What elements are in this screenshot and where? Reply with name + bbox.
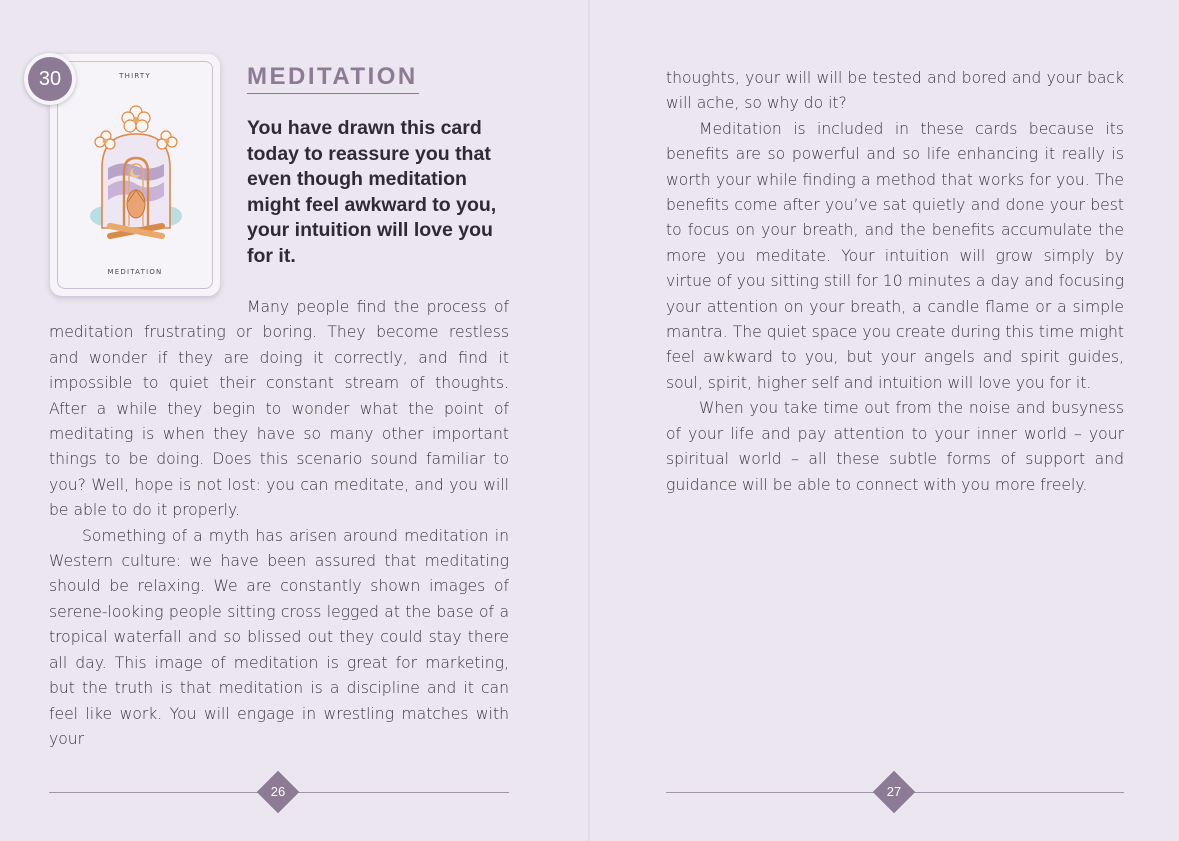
oracle-card xyxy=(50,54,220,296)
lead-paragraph: You have drawn this card today to reassure you that even though meditation might feel awkward to you, your intuition will love you for it. xyxy=(247,117,497,267)
card-border xyxy=(57,61,213,289)
body-paragraph: Something of a myth has arisen around meditation in Western culture: we have been assured that meditating should be relaxing. We are constantly shown images of serene-looking people sitting cross legged at the base of a tropical waterfall and so blissed out they could stay there all day. This image of meditation is great for marketing, but the truth is that meditation is a discipline and it can feel like work. You will engage in wrestling matches with your xyxy=(49,526,509,748)
body-paragraph: thoughts, your will will be tested and bored and your back will ache, so why do it? xyxy=(666,69,1124,113)
book-gutter xyxy=(588,0,590,841)
meditation-illustration xyxy=(88,98,184,258)
right-body-text xyxy=(666,66,1124,498)
page-number-left: 26 xyxy=(270,784,286,799)
card-number: 30 xyxy=(28,57,72,101)
left-body-text xyxy=(49,295,509,752)
title-underline xyxy=(247,93,419,94)
page-number-right: 27 xyxy=(886,784,902,799)
body-paragraph: When you take time out from the noise and busyness of your life and pay attention to your inner world – your spiritual world – all these subtle forms of support and guidance will be able to connect with you more freely. xyxy=(666,399,1124,494)
page-title: MEDITATION xyxy=(247,63,418,90)
body-paragraph: Meditation is included in these cards because its benefits are so powerful and so life enhancing it really is worth your while finding a method that works for you. The benefits come after you’ve sat quietly and done your best to focus on your breath, and the benefits accumulate the more you meditate. Your intuition will grow simply by virtue of you sitting still for 10 minutes a day and focusing your attention on your breath, a candle flame or a simple mantra. The quiet space you create during this time might feel awkward to you, but your angels and spirit guides, soul, spirit, higher self and intuition will love you for it. xyxy=(666,119,1124,392)
body-paragraph: Many people find the process of meditation frustrating or boring. They become restless and wonder if they are doing it correctly, and find it impossible to quiet their constant stream of thoughts. After a while they begin to wonder what the point of meditating is when they have so many other important things to be doing. Does this scenario sound familiar to you? Well, hope is not lost: you can meditate, and you will be able to do it properly. xyxy=(49,298,509,520)
card-number-badge xyxy=(24,53,76,105)
card-top-label: THIRTY xyxy=(119,72,151,80)
card-bottom-label: MEDITATION xyxy=(107,268,163,276)
